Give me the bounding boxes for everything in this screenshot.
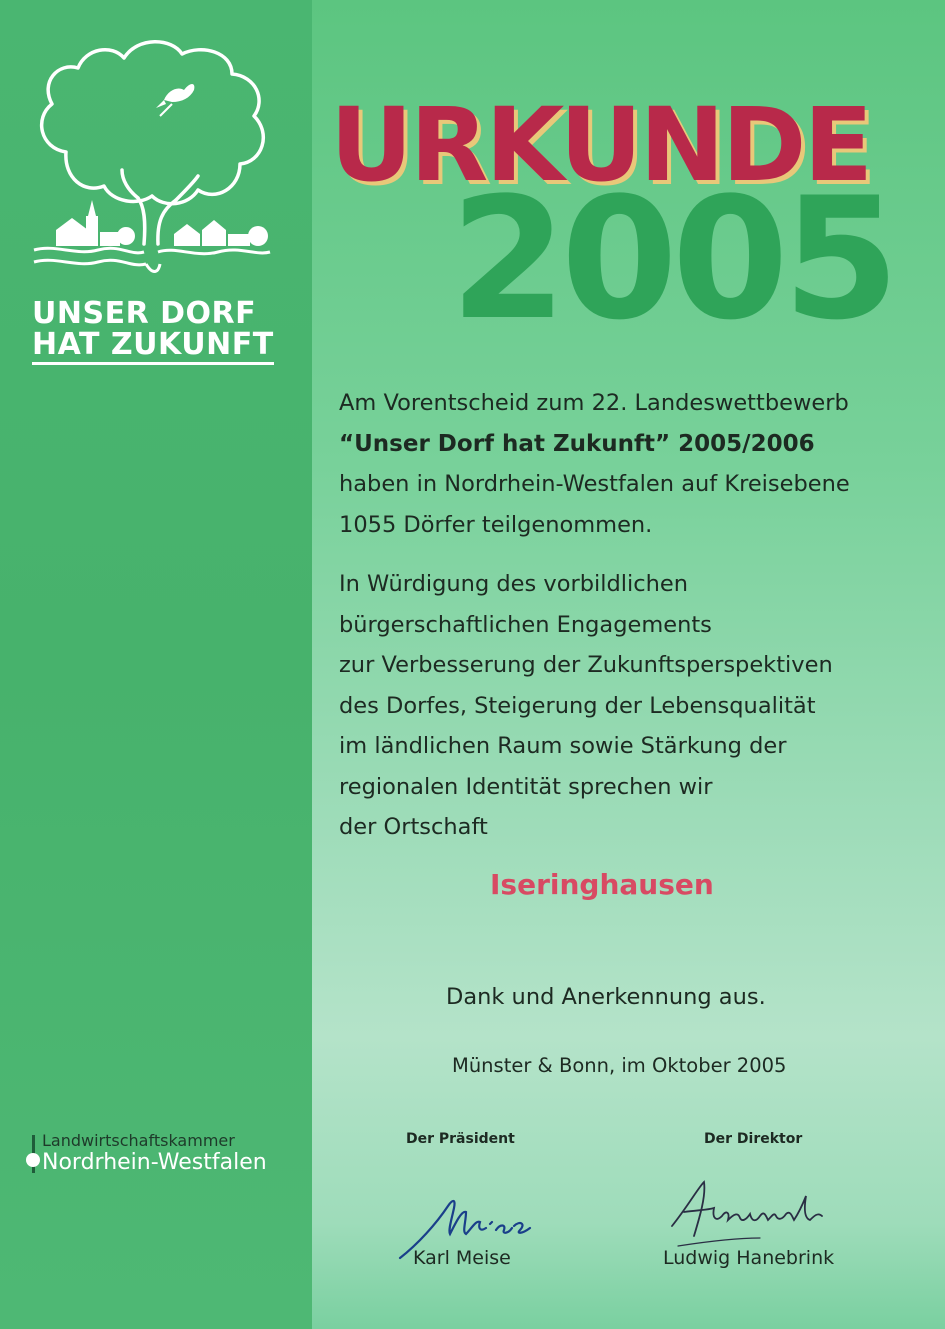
logo-wordmark [32,298,282,365]
intro-line: haben in Nordrhein-Westfalen auf Kreisebene [339,471,850,497]
director-signature [664,1176,834,1256]
director-role: Der Direktor [704,1131,803,1147]
certificate-title: URKUNDE [330,86,871,205]
president-role: Der Präsident [406,1131,515,1147]
intro-line: 1055 Dörfer teilgenommen. [339,511,653,538]
chamber-line-1: Landwirtschaftskammer [42,1131,235,1150]
recognition-line: In Würdigung des vorbildlichen [339,571,689,597]
recognition-line: regionalen Identität sprechen wir [339,773,713,800]
village-name: Iseringhausen [490,868,714,901]
intro-line: Am Vorentscheid zum 22. Landeswettbewerb [339,390,849,416]
recognition-line: der Ortschaft [339,814,488,840]
year-watermark: 2005 [450,161,894,357]
logo-line-1: UNSER DORF [32,296,257,331]
thanks-line: Dank und Anerkennung aus. [446,984,766,1010]
recognition-line: im ländlichen Raum sowie Stärkung der [339,733,787,759]
competition-name: “Unser Dorf hat Zukunft” 2005/2006 [339,430,815,457]
recognition-line: bürgerschaftlichen Engagements [339,611,712,638]
chamber-dot-mark [26,1153,40,1167]
chamber-line-2: Nordrhein-Westfalen [42,1150,267,1175]
logo-line-2: HAT ZUKUNFT [32,329,274,365]
recognition-paragraph [339,564,929,848]
president-name: Karl Meise [413,1247,511,1269]
intro-paragraph [339,383,929,545]
recognition-line: zur Verbesserung der Zukunftsperspektiven [339,652,833,678]
director-name: Ludwig Hanebrink [663,1247,835,1269]
recognition-line: des Dorfes, Steigerung der Lebensqualität [339,692,816,719]
place-date: Münster & Bonn, im Oktober 2005 [452,1054,787,1077]
